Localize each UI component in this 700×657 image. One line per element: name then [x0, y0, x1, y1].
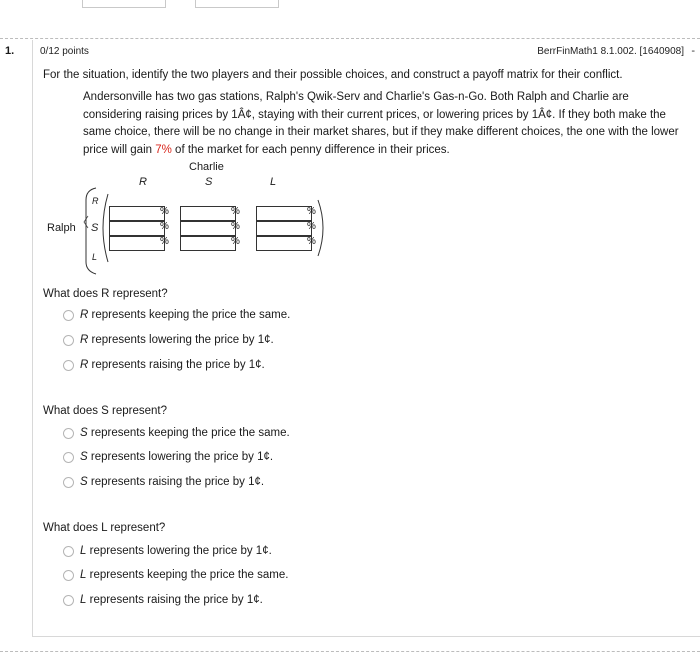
points-score: 0/12 points: [40, 46, 89, 57]
matrix-left-paren-icon: [103, 194, 108, 262]
question-number: 1.: [5, 45, 15, 57]
option-letter: R: [80, 359, 89, 371]
cell-l-r-input[interactable]: [109, 236, 165, 251]
option-s-1[interactable]: [63, 427, 290, 439]
scenario-text: Andersonville has two gas stations, Ralph's Qwik-Serv and Charlie's Gas-n-Go. Both Ralph and Charlie are considering raising prices by 1Â¢, staying with their current prices, or lowering prices by 1Â¢. If they both make the same choice, there will be no change in their market shares, but if they make different choices, the one with the lower price will gain: [83, 91, 679, 156]
option-label: represents keeping the price the same.: [91, 309, 291, 321]
cell-s-r-input[interactable]: [109, 221, 165, 236]
option-letter: S: [80, 451, 88, 463]
radio-button[interactable]: [63, 546, 74, 557]
cell-l-r-suffix: %: [160, 236, 169, 247]
cell-s-l-suffix: %: [307, 221, 316, 232]
option-label: represents raising the price by 1¢.: [91, 359, 265, 371]
option-letter: R: [80, 334, 89, 346]
separator-bottom: [0, 651, 700, 652]
option-letter: S: [80, 476, 88, 488]
radio-button[interactable]: [63, 570, 74, 581]
radio-button[interactable]: [63, 310, 74, 321]
cell-r-s-input[interactable]: [180, 206, 236, 221]
option-letter: R: [80, 309, 89, 321]
col-label-r: R: [139, 176, 147, 188]
col-label-s: S: [205, 176, 213, 188]
option-letter: S: [80, 427, 88, 439]
radio-button[interactable]: [63, 452, 74, 463]
option-label: represents lowering the price by 1¢.: [90, 451, 274, 463]
cell-l-l-input[interactable]: [256, 236, 312, 251]
row-label-r: R: [92, 196, 99, 206]
radio-button[interactable]: [63, 428, 74, 439]
option-label: represents raising the price by 1¢.: [90, 476, 265, 488]
option-l-2[interactable]: [63, 569, 288, 581]
subquestion-l-prompt: What does L represent?: [43, 522, 166, 534]
option-label: represents raising the price by 1¢.: [89, 594, 263, 606]
cell-r-r-input[interactable]: [109, 206, 165, 221]
option-letter: L: [80, 594, 87, 606]
cell-r-l-input[interactable]: [256, 206, 312, 221]
option-label: represents keeping the price the same.: [90, 427, 290, 439]
market-gain-highlight: 7%: [155, 143, 172, 156]
cell-l-s-suffix: %: [231, 236, 240, 247]
corner-mark: -: [691, 45, 695, 57]
column-player-label: Charlie: [189, 161, 224, 173]
option-letter: L: [80, 545, 87, 557]
cell-s-r-suffix: %: [160, 221, 169, 232]
subquestion-r-prompt: What does R represent?: [43, 288, 168, 300]
radio-button[interactable]: [63, 360, 74, 371]
cell-s-s-input[interactable]: [180, 221, 236, 236]
question-code: BerrFinMath1 8.1.002. [1640908]: [537, 46, 684, 57]
matrix-brackets: [0, 0, 700, 300]
cell-l-s-input[interactable]: [180, 236, 236, 251]
option-label: represents lowering the price by 1¢.: [91, 334, 274, 346]
col-label-l: L: [270, 176, 277, 188]
option-r-2[interactable]: [63, 334, 274, 346]
cell-r-s-suffix: %: [231, 206, 240, 217]
option-s-2[interactable]: [63, 451, 273, 463]
subquestion-s-prompt: What does S represent?: [43, 405, 168, 417]
row-group-bracket-icon: [86, 188, 99, 274]
option-l-3[interactable]: [63, 594, 263, 606]
option-r-3[interactable]: [63, 359, 265, 371]
option-label: represents lowering the price by 1¢.: [89, 545, 272, 557]
radio-button[interactable]: [63, 335, 74, 346]
option-letter: L: [80, 569, 87, 581]
scenario-text-end: of the market for each penny difference in their prices.: [171, 143, 450, 156]
cell-r-l-suffix: %: [307, 206, 316, 217]
option-r-1[interactable]: [63, 309, 290, 321]
cell-l-l-suffix: %: [307, 236, 316, 247]
row-label-l: L: [92, 252, 98, 262]
radio-button[interactable]: [63, 477, 74, 488]
instruction-text: For the situation, identify the two players and their possible choices, and construct a payoff matrix for their conflict.: [43, 69, 623, 81]
option-label: represents keeping the price the same.: [89, 569, 289, 581]
row-player-label: Ralph: [47, 222, 76, 234]
radio-button[interactable]: [63, 595, 74, 606]
cell-s-l-input[interactable]: [256, 221, 312, 236]
cell-s-s-suffix: %: [231, 221, 240, 232]
option-l-1[interactable]: [63, 545, 272, 557]
row-label-s: S: [91, 222, 99, 234]
cell-r-r-suffix: %: [160, 206, 169, 217]
option-s-3[interactable]: [63, 476, 264, 488]
matrix-right-paren-icon: [318, 200, 323, 256]
